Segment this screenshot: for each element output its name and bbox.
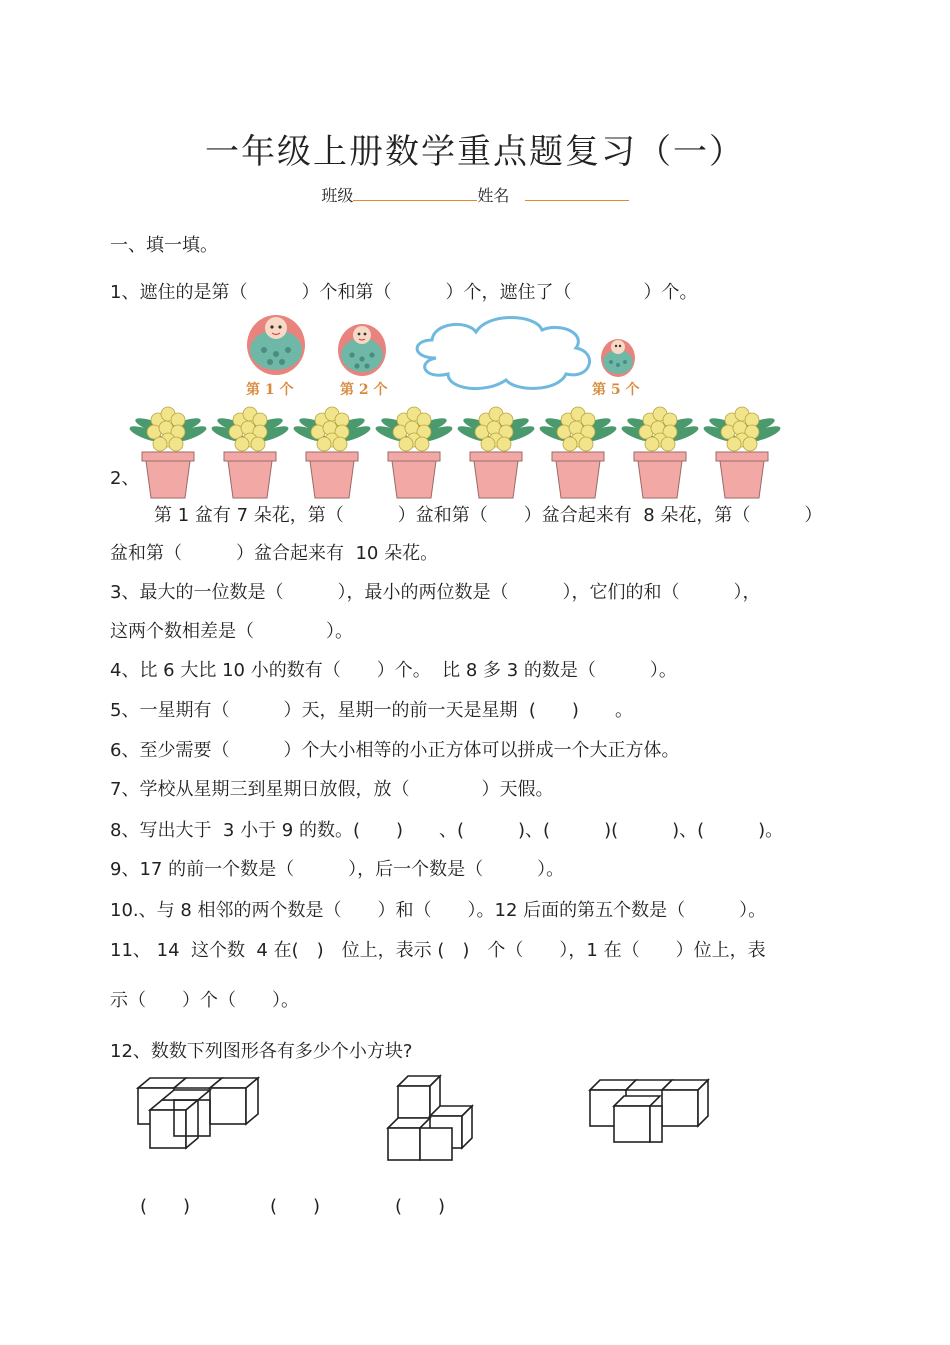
student-info-fields <box>0 183 950 206</box>
name-blank[interactable] <box>525 184 629 201</box>
doll-5 <box>601 339 635 377</box>
question-6: 6、至少需要（ ）个大小相等的小正方体可以拼成一个大正方体。 <box>110 740 680 761</box>
question-4: 4、比 6 大比 10 小的数有（ ）个。 比 8 多 3 的数是（ ）。 <box>110 660 677 681</box>
flower-pot-2 <box>210 407 290 498</box>
cloud-shape <box>417 318 589 389</box>
question-9: 9、17 的前一个数是（ ），后一个数是（ ）。 <box>110 859 565 880</box>
flower-pot-8 <box>702 407 782 498</box>
answer-blank-1[interactable]: ( ) <box>140 1196 191 1217</box>
answer-blank-3[interactable]: ( ) <box>395 1196 446 1217</box>
question-5: 5、一星期有（ ）天，星期一的前一天是星期 ( ) 。 <box>110 700 633 721</box>
class-label: 班级 <box>321 186 354 205</box>
doll-label-5: 第 5 个 <box>592 382 640 398</box>
answer-blank-2[interactable]: ( ) <box>270 1196 321 1217</box>
class-blank[interactable] <box>353 184 477 201</box>
question-2-line-2: 盆和第（ ）盆合起来有 10 朵花。 <box>110 543 439 564</box>
page-title: 一年级上册数学重点题复习（一） <box>205 132 745 172</box>
cube-figure-3 <box>588 1074 724 1144</box>
question-11-line-2: 示（ ）个（ ）。 <box>110 990 299 1011</box>
flower-pot-1 <box>128 407 208 498</box>
cube-figure-1 <box>136 1070 256 1150</box>
question-3-line-1: 3、最大的一位数是（ ），最小的两位数是（ ），它们的和（ ）， <box>110 582 761 603</box>
flower-pot-6 <box>538 407 618 498</box>
flower-pot-3 <box>292 407 372 498</box>
flower-pots-illustration <box>128 400 792 500</box>
cube-figure-2 <box>386 1072 478 1164</box>
question-10: 10.、与 8 相邻的两个数是（ ）和（ ）。12 后面的第五个数是（ ）。 <box>110 900 767 921</box>
nesting-dolls-illustration <box>236 310 656 400</box>
flower-pot-7 <box>620 407 700 498</box>
doll-label-2: 第 2 个 <box>340 382 388 398</box>
question-3-line-2: 这两个数相差是（ ）。 <box>110 621 353 642</box>
doll-1 <box>247 315 305 375</box>
question-7: 7、学校从星期三到星期日放假，放（ ）天假。 <box>110 779 554 800</box>
name-label: 姓名 <box>477 186 510 205</box>
flower-pot-5 <box>456 407 536 498</box>
question-12: 12、数数下列图形各有多少个小方块? <box>110 1041 413 1062</box>
section-heading-fill-in: 一、填一填。 <box>110 235 218 256</box>
question-1: 1、遮住的是第（ ）个和第（ ）个，遮住了（ ）个。 <box>110 282 698 303</box>
flower-pot-4 <box>374 407 454 498</box>
question-2-number: 2、 <box>110 468 140 489</box>
question-8: 8、写出大于 3 小于 9 的数。( ) 、( )、( )( )、( )。 <box>110 820 784 841</box>
doll-2 <box>338 324 386 376</box>
question-11-line-1: 11、 14 这个数 4 在( ) 位上，表示 ( ) 个（ ），1 在（ ）位上，表 <box>110 940 766 961</box>
doll-label-1: 第 1 个 <box>246 382 294 398</box>
question-2-line-1: 第 1 盆有 7 朵花，第（ ）盆和第（ ）盆合起来有 8 朵花，第（ ） <box>154 505 823 526</box>
